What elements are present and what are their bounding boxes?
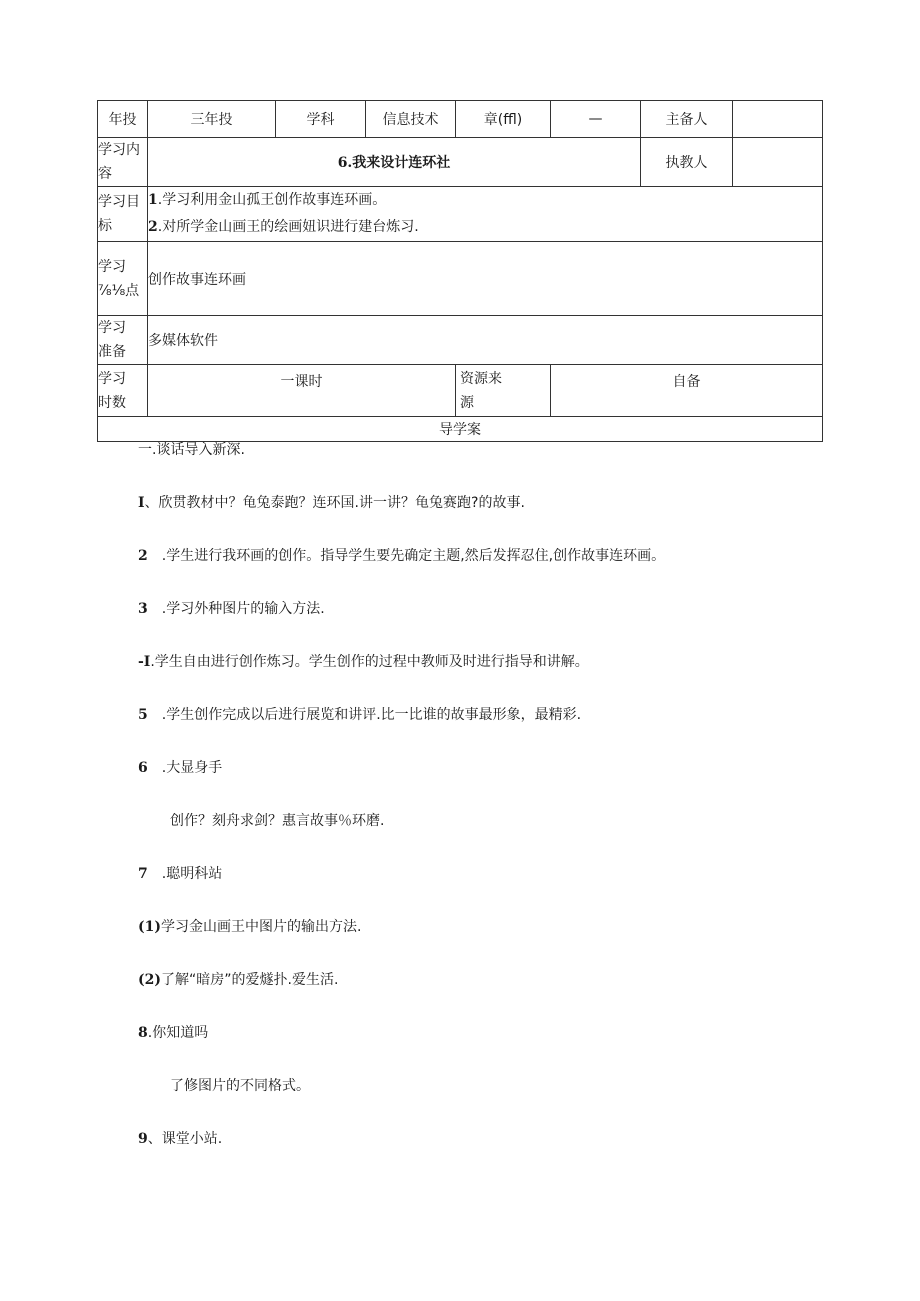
body-line [170,811,384,831]
source-value: 自备 [551,365,823,417]
subject-label: 学科 [276,101,366,138]
line-text: .学生进行我环画的创作。指导学生要先确定主题,然后发挥忍住,创作故事连环画。 [147,548,666,564]
chapter-label: 章(ffl) [456,101,551,138]
body-line [138,705,581,725]
body-line [138,1023,208,1043]
row-grade [98,101,823,138]
goals-label [98,187,148,242]
line-num: (1) [138,919,161,935]
content-value [148,138,641,187]
goal-item [148,214,822,241]
line-num: -I [138,654,151,670]
line-num: I [138,495,145,511]
hours-value: 一课时 [148,365,456,417]
line-num: 9 [138,1131,148,1147]
line-text: .你知道吗 [147,1025,209,1041]
line-text: .聪明科站 [147,866,223,882]
goal-text: .学习利用金山孤王创作故事连环画。 [157,192,387,208]
goals-list [148,187,823,242]
line-text: .学生自由进行创作炼习。学生创作的过程中教师及时进行指导和讲解。 [150,654,589,670]
subject-value: 信息技术 [366,101,456,138]
teacher-label: 执教人 [641,138,733,187]
line-text: 、课堂小站. [147,1131,223,1147]
goal-text: .对所学金山画王的绘画妞识进行建台炼习. [157,219,419,235]
content-label [98,138,148,187]
source-label [456,365,551,417]
row-goals [98,187,823,242]
line-text: 了解“暗房”的爱燧扑.爱生活. [161,972,339,988]
chapter-value: — [551,101,641,138]
prep-value: 多媒体软件 [148,316,823,365]
prep-label-line1: 学习 [98,320,126,336]
teacher-value [733,138,823,187]
grade-label: 年投 [98,101,148,138]
preparer-value [733,101,823,138]
source-label-line2: 源 [460,394,474,411]
body-line [138,599,325,619]
body-line [138,652,589,672]
line-text: .学生创作完成以后进行展览和讲评.比一比谁的故事最形象，最精彩. [147,707,582,723]
grade-value: 三年投 [148,101,276,138]
body-line [138,1129,222,1149]
line-num: 5 [138,707,148,723]
line-text: .大显身手 [147,760,223,776]
line-num: (2) [138,972,161,988]
prep-label [98,316,148,365]
line-text: 、欣贯教材中？龟兔泰跑？连环国.讲一讲？龟兔赛跑?的故事. [144,495,525,511]
body-line [138,493,525,513]
lesson-info-table [97,100,823,442]
content-label-line1: 学习内 [98,142,140,158]
row-prep [98,316,823,365]
content-label-line2: 容 [98,166,112,182]
line-text: 创作？刻舟求剑？惠言故事％环磨. [170,813,385,829]
body-line [138,758,222,778]
body-line [138,917,361,937]
goals-label-line2: 标 [98,218,112,234]
goal-num: 2 [148,219,158,235]
line-num: 6 [138,760,148,776]
line-text: 学习金山画王中图片的输出方法. [161,919,362,935]
body-line [170,1076,310,1096]
keypoints-label [98,242,148,316]
row-keypoints [98,242,823,316]
prep-label-line2: 准备 [98,344,126,360]
body-line [138,440,245,460]
row-guide [98,417,823,442]
goal-num: 1 [148,192,158,208]
goals-label-line1: 学习目 [98,194,140,210]
body-line [138,864,222,884]
row-content [98,138,823,187]
body-line [138,546,665,566]
hours-label-line1: 学习 [98,370,126,387]
hours-label [98,365,148,417]
hours-label-line2: 时数 [98,394,126,411]
keypoints-value: 创作故事连环画 [148,242,823,316]
body-line [138,970,338,990]
line-text: .学习外种图片的输入方法. [147,601,325,617]
row-hours [98,365,823,417]
goal-item [148,187,822,214]
content-value-text: 6.我来设计连环社 [337,155,451,171]
line-text: 一.谈话导入新深. [138,442,245,458]
keypoints-label-line1: 学习 [98,258,126,275]
line-num: 3 [138,601,148,617]
guide-title: 导学案 [98,417,823,442]
line-num: 8 [138,1025,148,1041]
line-num: 7 [138,866,148,882]
preparer-label: 主备人 [641,101,733,138]
line-num: 2 [138,548,148,564]
keypoints-label-line2: ⅞⅛点 [98,282,140,299]
source-label-line1: 资源来 [460,370,502,387]
line-text: 了修图片的不同格式。 [170,1078,310,1094]
